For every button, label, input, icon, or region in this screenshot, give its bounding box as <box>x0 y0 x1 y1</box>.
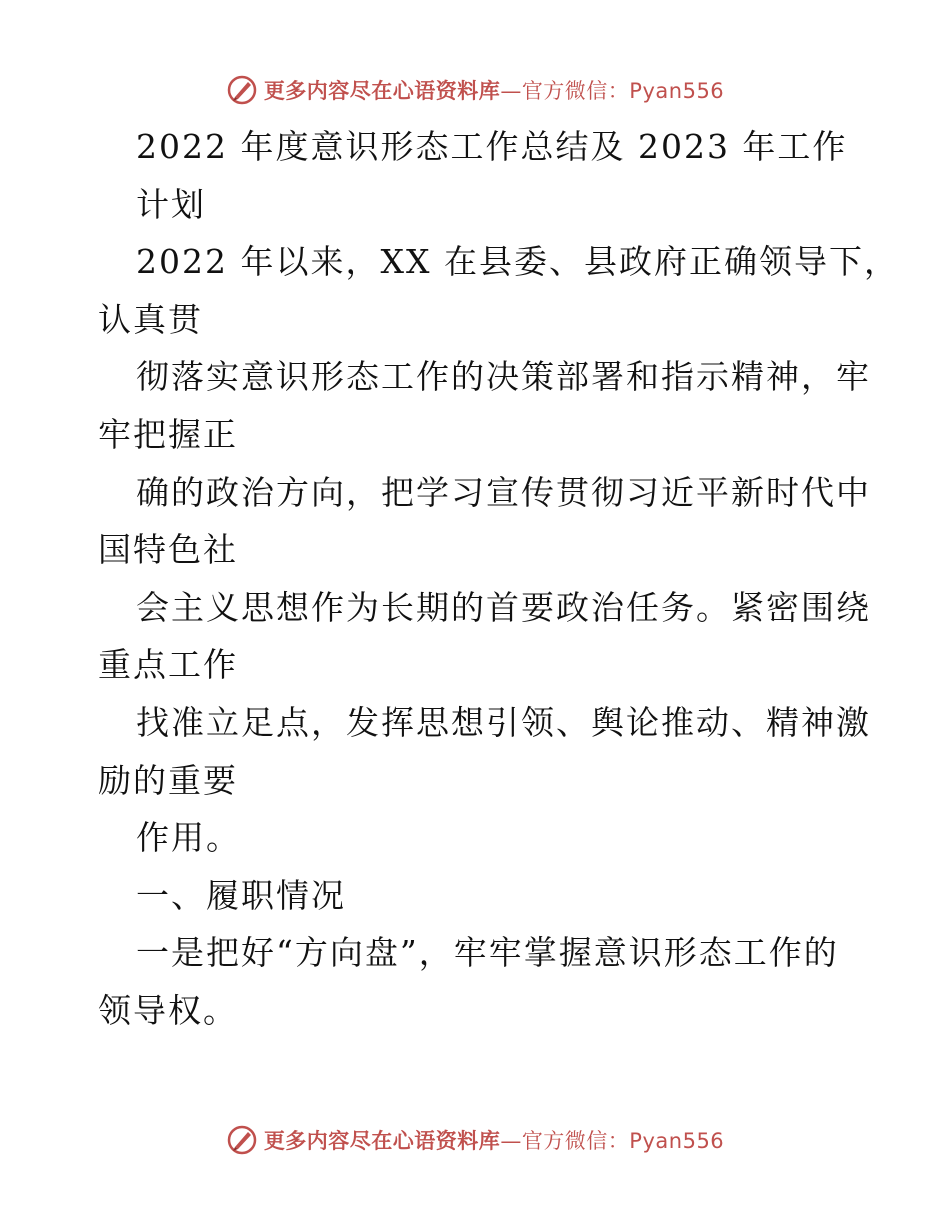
text-line: 励的重要 <box>98 760 238 800</box>
text-line: 彻落实意识形态工作的决策部署和指示精神，牢 <box>136 357 871 397</box>
watermark-text: 更多内容尽在心语资料库—官方微信：Pyan556 <box>263 79 725 103</box>
text-line: 确的政治方向，把学习宣传贯彻习近平新时代中 <box>136 472 871 512</box>
text-line: 一、履职情况 <box>136 875 346 915</box>
text-line: 领导权。 <box>98 990 238 1030</box>
text-line: 认真贯 <box>98 299 203 339</box>
watermark-text: 更多内容尽在心语资料库—官方微信：Pyan556 <box>263 1129 725 1153</box>
text-line: 重点工作 <box>98 645 238 685</box>
text-line: 国特色社 <box>98 530 238 570</box>
text-line: 找准立足点，发挥思想引领、舆论推动、精神激 <box>136 702 871 742</box>
text-line: 作用。 <box>136 818 241 858</box>
document-body <box>98 118 899 1040</box>
text-line: 2022 年度意识形态工作总结及 2023 年工作 <box>136 127 848 166</box>
text-line: 2022 年以来，XX 在县委、县政府正确领导下， <box>136 242 899 282</box>
text-line: 会主义思想作为长期的首要政治任务。紧密围绕 <box>136 587 871 627</box>
watermark-footer <box>0 1120 950 1160</box>
pen-logo-icon <box>226 74 258 106</box>
pen-logo-icon <box>226 1124 258 1156</box>
watermark-header <box>0 70 950 110</box>
text-line: 计划 <box>136 184 206 224</box>
text-line: 牢把握正 <box>98 414 238 454</box>
text-line: 一是把好“方向盘”，牢牢掌握意识形态工作的 <box>136 933 839 973</box>
